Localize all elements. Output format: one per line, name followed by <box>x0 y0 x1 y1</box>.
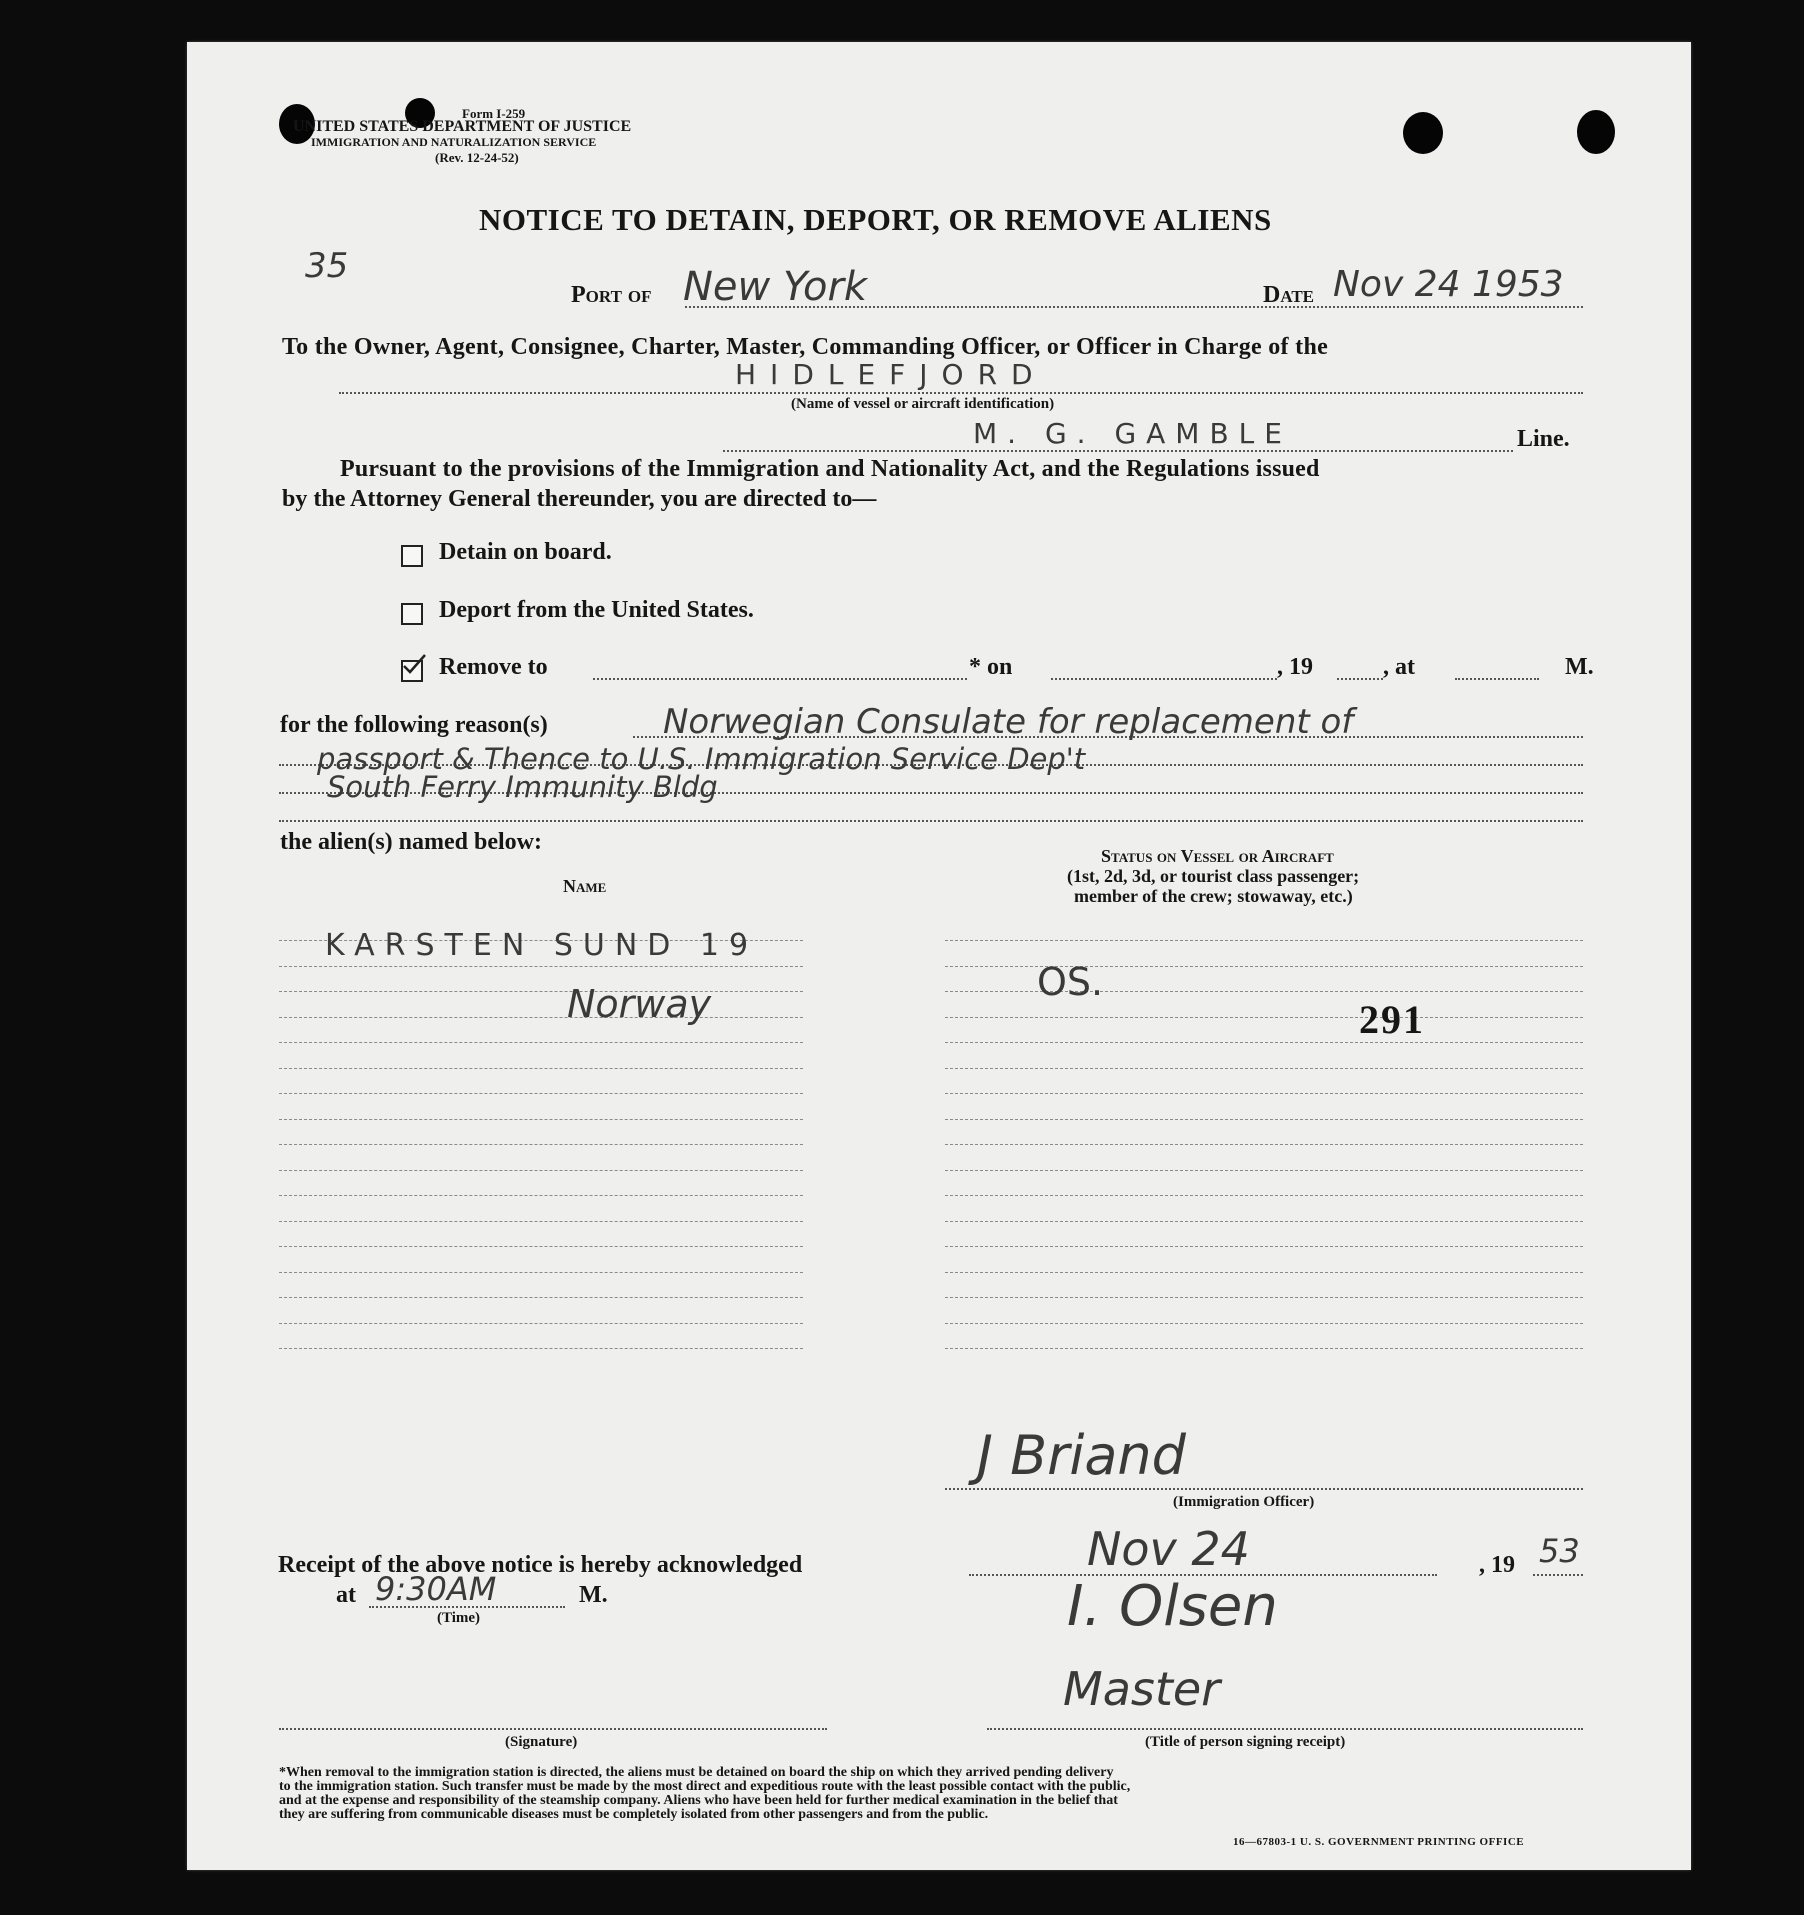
status-ruled-line <box>945 1272 1583 1273</box>
receiver-title-line <box>987 1728 1583 1730</box>
line-underline <box>723 450 1513 452</box>
department-heading: UNITED STATES DEPARTMENT OF JUSTICE <box>293 118 632 135</box>
date-label: Date <box>1263 282 1315 308</box>
addressee-text: To the Owner, Agent, Consignee, Charter, Master, Commanding Officer, or Officer in Charge of the <box>282 334 1329 360</box>
officer-signature-line <box>945 1488 1583 1490</box>
footnote-line-3: and at the expense and responsibility of the steamship company. Aliens who have been held for further medical examination in the belief that <box>279 1793 1118 1808</box>
printer-imprint: 16—67803-1 U. S. GOVERNMENT PRINTING OFFICE <box>1233 1836 1525 1848</box>
name-ruled-line <box>279 1221 803 1222</box>
status-ruled-line <box>945 1323 1583 1324</box>
name-ruled-line <box>279 991 803 992</box>
receipt-year-label: , 19 <box>1479 1552 1515 1578</box>
status-ruled-line <box>945 1093 1583 1094</box>
name-ruled-line <box>279 1297 803 1298</box>
deport-checkbox[interactable] <box>401 603 423 625</box>
form-page <box>187 42 1691 1870</box>
punch-hole-right-1 <box>1403 112 1443 154</box>
vessel-caption: (Name of vessel or aircraft identification) <box>791 396 1055 412</box>
name-ruled-line <box>279 1195 803 1196</box>
remove-date-line <box>1051 678 1277 680</box>
status-ruled-line <box>945 1119 1583 1120</box>
remove-year-label: , 19 <box>1277 654 1313 680</box>
aliens-label: the alien(s) named below: <box>280 829 542 855</box>
receipt-date: Nov 24 <box>1087 1522 1250 1576</box>
status-ruled-line <box>945 1297 1583 1298</box>
pursuant-line-2: by the Attorney General thereunder, you are directed to— <box>282 486 877 512</box>
time-caption: (Time) <box>437 1610 481 1626</box>
port-value: New York <box>683 264 868 310</box>
remove-at-label: , at <box>1383 654 1415 680</box>
margin-note: 35 <box>305 246 349 286</box>
port-label: Port of <box>571 282 652 308</box>
date-underline <box>1333 306 1583 308</box>
pursuant-line-1: Pursuant to the provisions of the Immigration and Nationality Act, and the Regulations issued <box>340 456 1320 482</box>
vessel-underline <box>339 392 1583 394</box>
reason-text-3: South Ferry Immunity Bldg <box>327 770 718 804</box>
name-column-header: Name <box>563 876 607 896</box>
name-ruled-line <box>279 1348 803 1349</box>
signature-line <box>279 1728 827 1730</box>
detain-checkbox[interactable] <box>401 545 423 567</box>
status-ruled-line <box>945 1246 1583 1247</box>
name-ruled-line <box>279 966 803 967</box>
service-heading: IMMIGRATION AND NATURALIZATION SERVICE <box>311 135 597 149</box>
remove-time-line <box>1455 678 1539 680</box>
status-ruled-line <box>945 1068 1583 1069</box>
name-ruled-line <box>279 1017 803 1018</box>
alien-status: OS. <box>1037 960 1104 1004</box>
footnote-line-4: they are suffering from communicable diseases must be completely isolated from other passengers and from the public. <box>279 1807 989 1822</box>
status-column-sub-2: member of the crew; stowaway, etc.) <box>1074 886 1353 906</box>
name-ruled-line <box>279 1272 803 1273</box>
name-ruled-line <box>279 1323 803 1324</box>
reason-line-4 <box>279 820 1583 822</box>
name-ruled-line <box>279 1246 803 1247</box>
remove-checkbox[interactable] <box>401 660 423 682</box>
detain-label: Detain on board. <box>439 539 612 565</box>
status-ruled-line <box>945 1042 1583 1043</box>
status-column-header: Status on Vessel or Aircraft <box>1101 846 1334 866</box>
footnote-line-1: *When removal to the immigration station is directed, the aliens must be detained on board the ship on which they arrived pending delivery <box>279 1765 1114 1780</box>
name-ruled-line <box>279 1068 803 1069</box>
remove-year-line <box>1337 678 1383 680</box>
status-ruled-line <box>945 1170 1583 1171</box>
receipt-year: 53 <box>1539 1532 1580 1570</box>
reason-text-2: passport & Thence to U.S. Immigration Service Dep't <box>317 742 1086 776</box>
remove-label: Remove to <box>439 654 548 680</box>
receipt-time: 9:30AM <box>375 1570 497 1608</box>
checkmark-icon <box>401 652 427 678</box>
reason-text-1: Norwegian Consulate for replacement of <box>663 702 1354 742</box>
line-value: M. G. GAMBLE <box>973 417 1292 450</box>
status-ruled-line <box>945 1017 1583 1018</box>
revision-note: (Rev. 12-24-52) <box>435 150 519 165</box>
alien-name: KARSTEN SUND 19 <box>325 928 759 963</box>
date-value: Nov 24 1953 <box>1333 264 1564 305</box>
status-ruled-line <box>945 940 1583 941</box>
line-label: Line. <box>1517 426 1570 452</box>
receiver-title: Master <box>1063 1662 1221 1716</box>
vessel-value: HIDLEFJORD <box>735 358 1047 391</box>
deport-label: Deport from the United States. <box>439 597 754 623</box>
status-column-sub-1: (1st, 2d, 3d, or tourist class passenger; <box>1067 866 1360 886</box>
remove-destination-line <box>593 678 967 680</box>
receipt-at-label: at <box>336 1582 356 1608</box>
receipt-meridiem: M. <box>579 1582 608 1608</box>
receiver-title-caption: (Title of person signing receipt) <box>1145 1734 1346 1750</box>
receiver-signature: I. Olsen <box>1067 1574 1278 1639</box>
receipt-text: Receipt of the above notice is hereby acknowledged <box>278 1552 803 1578</box>
punch-hole-right-2 <box>1577 110 1615 154</box>
receipt-year-line <box>1533 1574 1583 1576</box>
status-ruled-line <box>945 1195 1583 1196</box>
name-ruled-line <box>279 1093 803 1094</box>
status-ruled-line <box>945 1348 1583 1349</box>
name-ruled-line <box>279 1144 803 1145</box>
status-ruled-line <box>945 1221 1583 1222</box>
name-ruled-line <box>279 1042 803 1043</box>
form-number: Form I-259 <box>462 106 526 121</box>
name-ruled-line <box>279 1170 803 1171</box>
alien-country: Norway <box>567 982 712 1026</box>
reason-label: for the following reason(s) <box>280 712 548 738</box>
officer-caption: (Immigration Officer) <box>1173 1494 1315 1510</box>
footnote-line-2: to the immigration station. Such transfer must be made by the most direct and expeditious route with the least possible contact with the public, <box>279 1779 1131 1794</box>
remove-meridiem: M. <box>1565 654 1594 680</box>
status-ruled-line <box>945 1144 1583 1145</box>
page-title: NOTICE TO DETAIN, DEPORT, OR REMOVE ALIENS <box>479 202 1272 237</box>
alien-number: 291 <box>1359 997 1425 1042</box>
signature-caption: (Signature) <box>505 1734 578 1750</box>
remove-on-label: * on <box>969 654 1013 680</box>
name-ruled-line <box>279 1119 803 1120</box>
officer-signature: J Briand <box>977 1424 1186 1487</box>
